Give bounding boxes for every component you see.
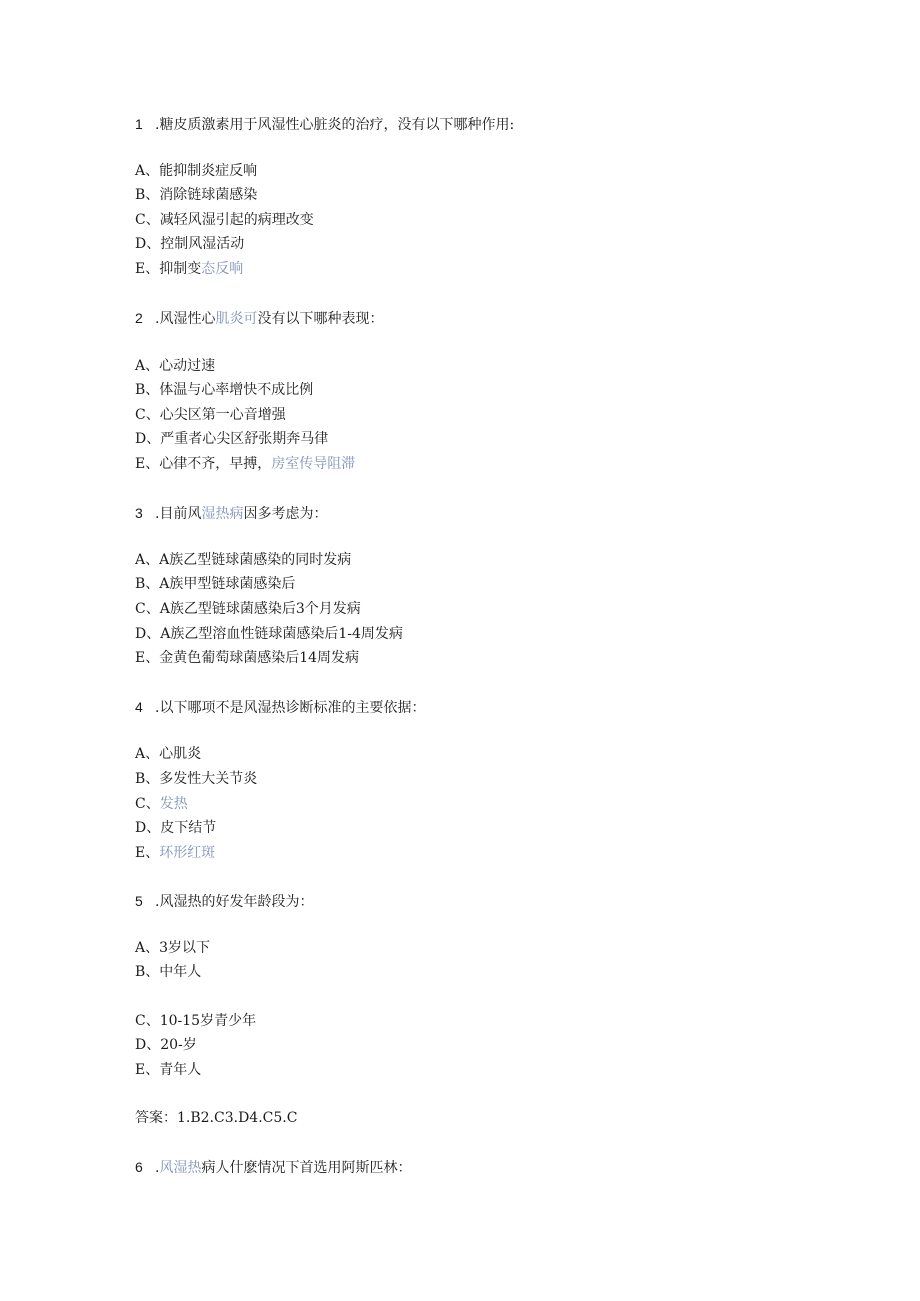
question-number: 4 bbox=[135, 699, 143, 715]
option-3b: B、A族甲型链球菌感染后 bbox=[135, 576, 296, 592]
option-3c: C、A族乙型链球菌感染后3个月发病 bbox=[135, 601, 361, 617]
option-4d: D、皮下结节 bbox=[135, 820, 217, 836]
option-5b: B、中年人 bbox=[135, 964, 202, 980]
option-2b: B、体温与心率增快不成比例 bbox=[135, 382, 314, 398]
option-5d: D、20-岁 bbox=[135, 1037, 197, 1053]
option-1e: E、抑制变态反响 bbox=[135, 261, 244, 277]
option-2d: D、严重者心尖区舒张期奔马律 bbox=[135, 431, 329, 447]
option-2c: C、心尖区第一心音增强 bbox=[135, 407, 286, 423]
question-1-stem bbox=[135, 115, 514, 134]
option-4e: E、环形红斑 bbox=[135, 845, 216, 861]
option-4c: C、发热 bbox=[135, 796, 188, 812]
question-number: 5 bbox=[135, 893, 143, 909]
question-number: 1 bbox=[135, 116, 143, 132]
highlighted-text: 态反响 bbox=[201, 261, 244, 277]
option-3d: D、A族乙型溶血性链球菌感染后1-4周发病 bbox=[135, 626, 403, 642]
question-3-stem: 3 .目前风湿热病因多考虑为： bbox=[135, 505, 328, 522]
option-5c: C、10-15岁青少年 bbox=[135, 1013, 257, 1029]
option-3e: E、金黄色葡萄球菌感染后14周发病 bbox=[135, 650, 360, 666]
highlighted-text: 环形红斑 bbox=[159, 845, 216, 861]
question-6-stem: 6 .风湿热病人什麽情况下首选用阿斯匹林： bbox=[135, 1159, 412, 1176]
option-2e: E、心律不齐，早搏，房室传导阻滞 bbox=[135, 456, 356, 472]
option-1c: C、减轻风湿引起的病理改变 bbox=[135, 212, 314, 228]
question-text: .糖皮质激素用于风湿性心脏炎的治疗，没有以下哪种作用: bbox=[155, 117, 515, 133]
option-1b: B、消除链球菌感染 bbox=[135, 187, 258, 203]
option-5a: A、3岁以下 bbox=[135, 940, 211, 956]
highlighted-text: 湿热病 bbox=[201, 506, 244, 522]
highlighted-text: 风湿热 bbox=[159, 1160, 202, 1176]
question-number: 6 bbox=[135, 1159, 143, 1175]
question-2-stem: 2 .风湿性心肌炎可没有以下哪种表现： bbox=[135, 310, 384, 327]
option-4b: B、多发性大关节炎 bbox=[135, 771, 258, 787]
option-1d: D、控制风湿活动 bbox=[135, 236, 245, 252]
option-2a: A、心动过速 bbox=[135, 358, 216, 374]
question-5-stem: 5 .风湿热的好发年龄段为： bbox=[135, 893, 314, 910]
question-4-stem: 4 .以下哪项不是风湿热诊断标准的主要依据： bbox=[135, 699, 426, 716]
question-number: 2 bbox=[135, 310, 143, 326]
highlighted-text: 肌炎可 bbox=[215, 311, 258, 327]
option-5e: E、青年人 bbox=[135, 1062, 202, 1078]
option-3a: A、A族乙型链球菌感染的同时发病 bbox=[135, 552, 352, 568]
question-number: 3 bbox=[135, 505, 143, 521]
highlighted-text: 发热 bbox=[159, 796, 188, 812]
option-1a: A、能抑制炎症反响 bbox=[135, 163, 258, 179]
highlighted-text: 房室传导阻滞 bbox=[271, 456, 356, 472]
answer-line: 答案：1.B2.C3.D4.C5.C bbox=[135, 1110, 298, 1126]
option-4a: A、心肌炎 bbox=[135, 746, 202, 762]
